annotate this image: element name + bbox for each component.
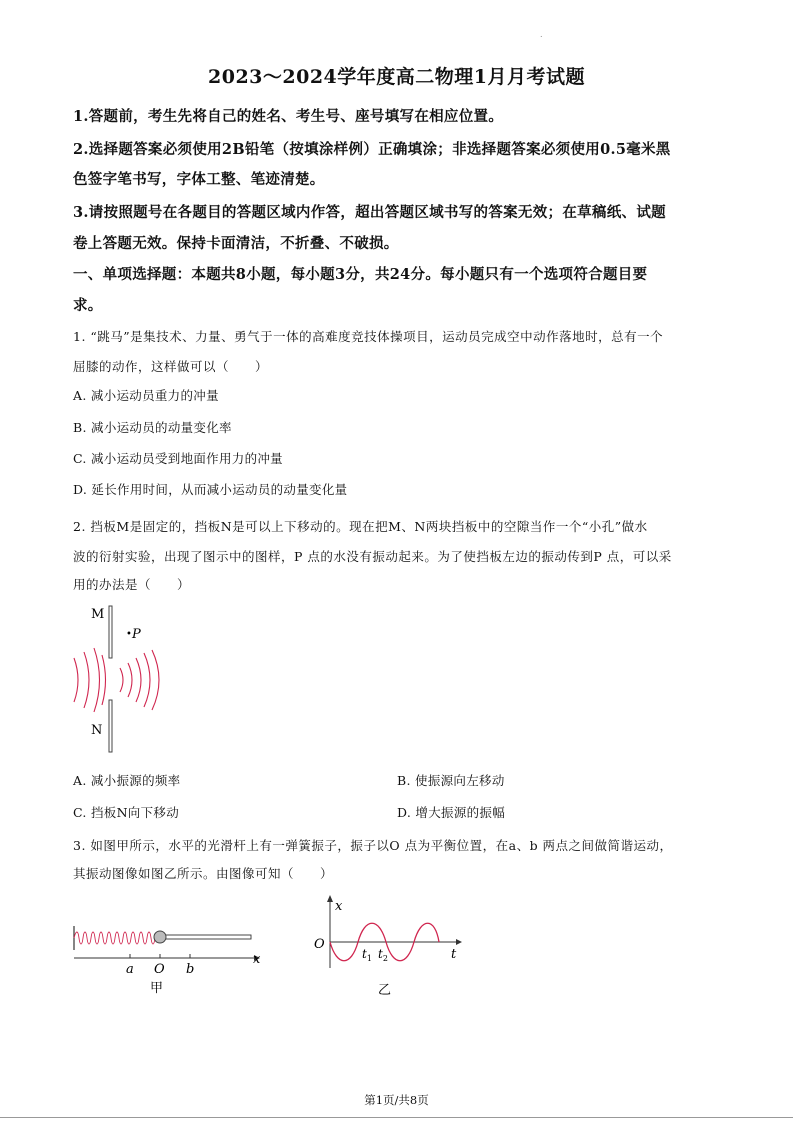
label-x: x xyxy=(253,952,261,967)
barrier-m xyxy=(109,606,112,658)
q1-option-a: A. 减小运动员重力的冲量 xyxy=(73,388,219,403)
label-b: b xyxy=(186,962,195,977)
label-a: a xyxy=(126,962,134,977)
q2-diffraction-figure xyxy=(60,600,190,760)
q2-option-b: B. 使振源向左移动 xyxy=(397,773,505,788)
instruction-2: 2.选择题答案必须使用2B铅笔（按填涂样例）正确填涂；非选择题答案必须使用0.5毫米黑 xyxy=(73,141,671,158)
label-yi-x: x xyxy=(335,899,343,914)
label-o: O xyxy=(154,962,165,977)
q2-option-d: D. 增大振源的振幅 xyxy=(397,805,506,820)
label-yi-o: O xyxy=(314,937,325,952)
q1-option-c: C. 减小运动员受到地面作用力的冲量 xyxy=(73,451,283,466)
section-heading-cont: 求。 xyxy=(73,297,103,314)
label-n: N xyxy=(91,723,103,738)
incident-waves xyxy=(74,648,106,712)
q3-figure-yi xyxy=(308,892,468,1002)
q1-option-d: D. 延长作用时间，从而减小运动员的动量变化量 xyxy=(73,482,348,497)
label-p: P xyxy=(132,627,141,642)
q2-option-a: A. 减小振源的频率 xyxy=(73,773,181,788)
instruction-3: 3.请按照题号在各题目的答题区域内作答，超出答题区域书写的答案无效；在草稿纸、试题 xyxy=(73,204,666,221)
page-title: 2023～2024学年度高二物理1月月考试题 xyxy=(208,66,585,88)
q3-figure-jia xyxy=(68,918,268,998)
label-m: M xyxy=(91,607,105,622)
instruction-3-cont: 卷上答题无效。保持卡面清洁，不折叠、不破损。 xyxy=(73,235,399,252)
rod xyxy=(155,935,251,939)
label-t1: $t_1$ xyxy=(362,947,372,963)
q1-stem-cont: 屈膝的动作，这样做可以（ ） xyxy=(73,359,269,374)
instruction-1: 1.答题前，考生先将自己的姓名、考生号、座号填写在相应位置。 xyxy=(73,108,504,125)
spring-icon xyxy=(74,932,155,944)
q2-option-c: C. 挡板N向下移动 xyxy=(73,805,180,820)
q3-stem: 3. 如图甲所示，水平的光滑杆上有一弹簧振子，振子以O 点为平衡位置，在a、b 两点之间做简谐运动， xyxy=(73,838,673,853)
q2-stem-cont: 波的衍射实验，出现了图示中的图样，P 点的水没有振动起来。为了使挡板左边的振动传到P 点，可以采 xyxy=(73,549,672,564)
label-t2: $t_2$ xyxy=(378,947,388,963)
point-p-dot: • xyxy=(126,629,132,640)
bottom-rule xyxy=(0,1117,793,1118)
caption-jia: 甲 xyxy=(150,981,164,996)
q3-stem-cont: 其振动图像如图乙所示。由图像可知（ ） xyxy=(73,866,334,881)
oscillator-ball xyxy=(154,931,166,943)
q1-stem: 1. “跳马”是集技术、力量、勇气于一体的高难度竞技体操项目，运动员完成空中动作落地时，总有一个 xyxy=(73,329,664,344)
yi-x-axis-arrow xyxy=(327,895,333,902)
corner-mark: . xyxy=(540,30,543,39)
section-heading: 一、单项选择题：本题共8小题，每小题3分，共24分。每小题只有一个选项符合题目要 xyxy=(73,266,648,283)
instruction-2-cont: 色签字笔书写，字体工整、笔迹清楚。 xyxy=(73,171,325,188)
diffracted-waves xyxy=(120,650,159,710)
yi-t-axis-arrow xyxy=(456,939,462,945)
barrier-n xyxy=(109,700,112,752)
caption-yi: 乙 xyxy=(378,983,392,998)
page-number: 第1页/共8页 xyxy=(364,1093,429,1107)
q1-option-b: B. 减小运动员的动量变化率 xyxy=(73,420,232,435)
q2-stem-cont2: 用的办法是（ ） xyxy=(73,577,191,592)
q2-stem: 2. 挡板M是固定的，挡板N是可以上下移动的。现在把M、N两块挡板中的空隙当作一个“小孔”做水 xyxy=(73,519,648,534)
label-yi-t: t xyxy=(451,947,457,962)
